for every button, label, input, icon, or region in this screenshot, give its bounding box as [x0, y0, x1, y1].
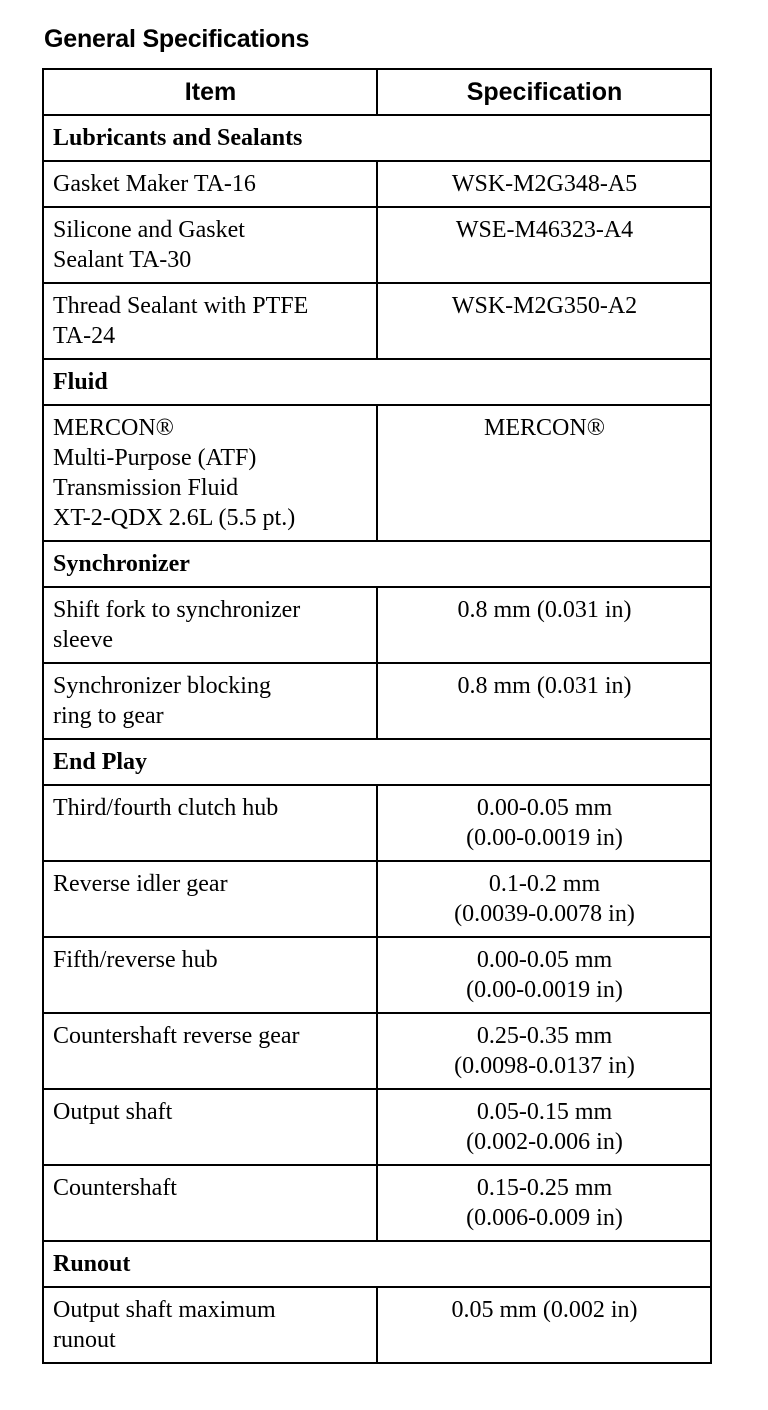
- item-text: Gasket Maker TA-16: [53, 171, 256, 197]
- spec-cell: [377, 663, 711, 739]
- item-text: Output shaft: [53, 1099, 173, 1125]
- header-specification: Specification: [377, 69, 711, 115]
- spec-text: WSE-M46323-A4: [455, 217, 634, 243]
- item-cell: [43, 1013, 377, 1089]
- item-text: MERCON® Multi-Purpose (ATF) Transmission Fluid XT-2-QDX 2.6L (5.5 pt.): [53, 415, 296, 531]
- item-text: Shift fork to synchronizer sleeve: [53, 597, 301, 653]
- section-row: [43, 359, 711, 405]
- item-text: Silicone and Gasket Sealant TA-30: [53, 217, 245, 273]
- spec-cell: [377, 1089, 711, 1165]
- header-row: [43, 69, 711, 115]
- spec-text: WSK-M2G350-A2: [451, 293, 638, 319]
- item-text: Output shaft maximum runout: [53, 1297, 276, 1353]
- item-cell: [43, 861, 377, 937]
- table-row: [43, 587, 711, 663]
- spec-text: 0.00-0.05 mm (0.00-0.0019 in): [466, 947, 623, 1003]
- spec-text: 0.8 mm (0.031 in): [457, 597, 632, 623]
- table-row: [43, 207, 711, 283]
- spec-cell: [377, 937, 711, 1013]
- page-title: General Specifications: [44, 25, 310, 53]
- table-row: [43, 1165, 711, 1241]
- section-title-synchronizer: Synchronizer: [43, 541, 711, 587]
- header-item: Item: [43, 69, 377, 115]
- item-text: Countershaft: [53, 1175, 177, 1201]
- item-text: Third/fourth clutch hub: [53, 795, 279, 821]
- spec-cell: [377, 405, 711, 541]
- spec-cell: [377, 587, 711, 663]
- item-text: Fifth/reverse hub: [53, 947, 218, 973]
- table-row: [43, 785, 711, 861]
- table-row: [43, 937, 711, 1013]
- section-row: [43, 115, 711, 161]
- item-cell: [43, 207, 377, 283]
- item-cell: [43, 1287, 377, 1363]
- item-cell: [43, 587, 377, 663]
- spec-table: [42, 68, 712, 1364]
- table-row: [43, 283, 711, 359]
- table-row: [43, 861, 711, 937]
- spec-text: 0.8 mm (0.031 in): [457, 673, 632, 699]
- section-title-fluid: Fluid: [43, 359, 711, 405]
- item-cell: [43, 405, 377, 541]
- spec-cell: [377, 1287, 711, 1363]
- section-row: [43, 739, 711, 785]
- item-text: Thread Sealant with PTFE TA-24: [53, 293, 309, 349]
- table-row: [43, 1089, 711, 1165]
- item-cell: [43, 937, 377, 1013]
- table-row: [43, 405, 711, 541]
- spec-cell: [377, 1165, 711, 1241]
- spec-cell: [377, 207, 711, 283]
- spec-cell: [377, 283, 711, 359]
- section-title-lubricants: Lubricants and Sealants: [43, 115, 711, 161]
- table-row: [43, 161, 711, 207]
- table-row: [43, 1287, 711, 1363]
- item-cell: [43, 785, 377, 861]
- spec-text: WSK-M2G348-A5: [451, 171, 638, 197]
- spec-text: 0.25-0.35 mm (0.0098-0.0137 in): [454, 1023, 635, 1079]
- spec-cell: [377, 1013, 711, 1089]
- spec-text: 0.1-0.2 mm (0.0039-0.0078 in): [454, 871, 635, 927]
- item-cell: [43, 663, 377, 739]
- section-row: [43, 1241, 711, 1287]
- section-row: [43, 541, 711, 587]
- item-text: Reverse idler gear: [53, 871, 228, 897]
- item-cell: [43, 283, 377, 359]
- spec-cell: [377, 861, 711, 937]
- spec-text: 0.15-0.25 mm (0.006-0.009 in): [466, 1175, 623, 1231]
- item-cell: [43, 1089, 377, 1165]
- spec-text: 0.05 mm (0.002 in): [451, 1297, 638, 1323]
- item-cell: [43, 161, 377, 207]
- item-text: Countershaft reverse gear: [53, 1023, 300, 1049]
- spec-cell: [377, 785, 711, 861]
- section-title-end-play: End Play: [43, 739, 711, 785]
- spec-cell: [377, 161, 711, 207]
- spec-text: MERCON®: [484, 415, 605, 441]
- spec-text: 0.05-0.15 mm (0.002-0.006 in): [466, 1099, 623, 1155]
- table-row: [43, 663, 711, 739]
- section-title-runout: Runout: [43, 1241, 711, 1287]
- item-text: Synchronizer blocking ring to gear: [53, 673, 271, 729]
- spec-text: 0.00-0.05 mm (0.00-0.0019 in): [466, 795, 623, 851]
- table-row: [43, 1013, 711, 1089]
- item-cell: [43, 1165, 377, 1241]
